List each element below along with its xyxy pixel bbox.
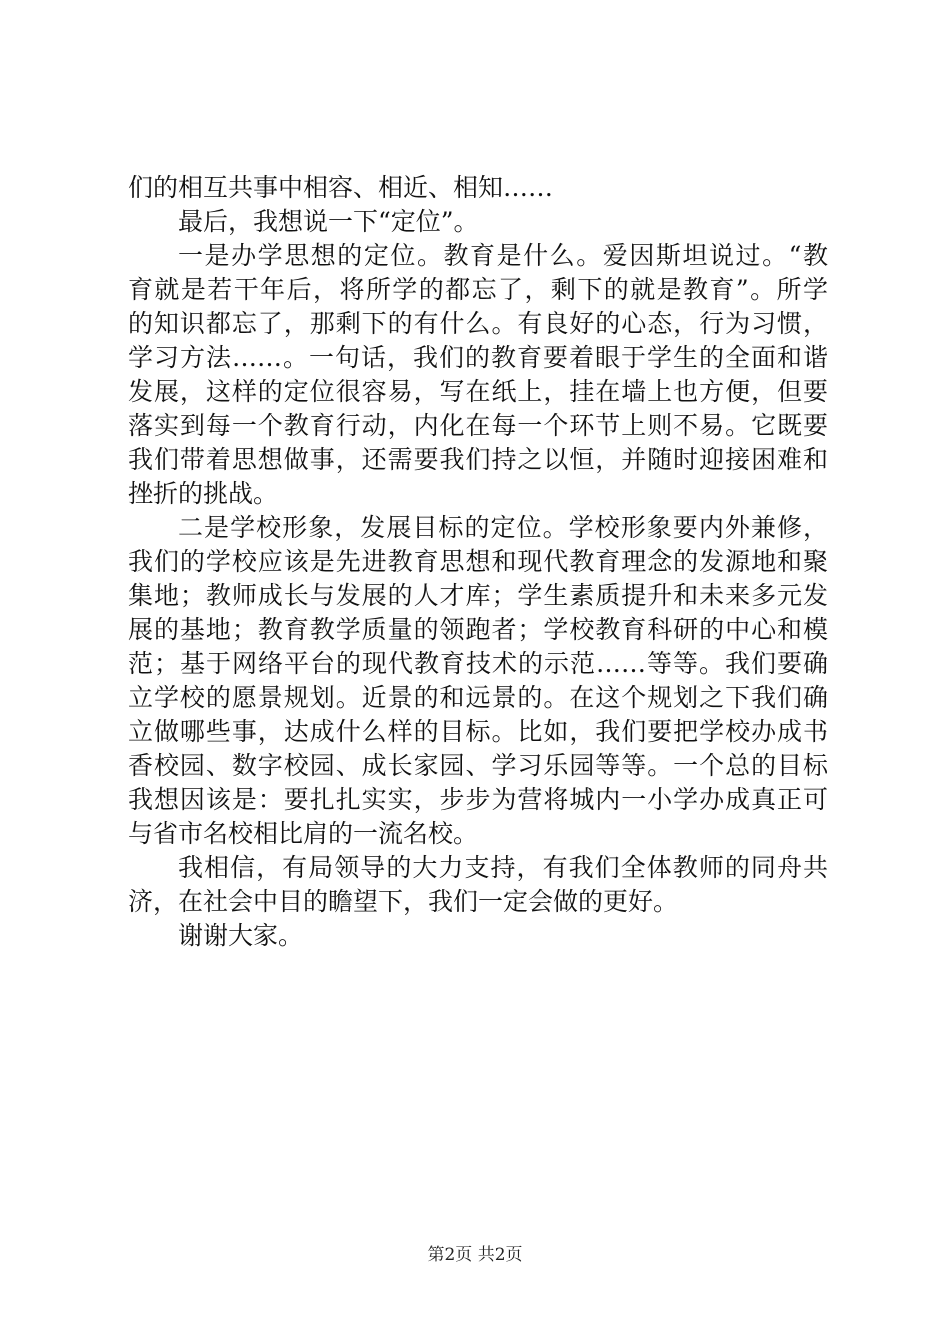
text-line: 挫折的挑战。 — [128, 479, 279, 508]
text-line: 香校园、数字校园、成长家园、学习乐园等等。一个总的目标 — [128, 751, 828, 780]
text-line: 的知识都忘了，那剩下的有什么。有良好的心态，行为习惯， — [128, 309, 828, 338]
paragraph-start-line: 谢谢大家。 — [178, 921, 304, 950]
text-line: 我想因该是：要扎扎实实，步步为营将城内一小学办成真正可 — [128, 785, 828, 814]
text-line: 立做哪些事，达成什么样的目标。比如，我们要把学校办成书 — [128, 717, 828, 746]
page-number-footer: 第2页 共2页 — [427, 1245, 523, 1265]
text-line: 我们带着思想做事，还需要我们持之以恒，并随时迎接困难和 — [128, 445, 828, 474]
paragraph-start-line: 一是办学思想的定位。教育是什么。爱因斯坦说过。“教 — [178, 241, 828, 270]
text-line: 发展，这样的定位很容易，写在纸上，挂在墙上也方便，但要 — [128, 377, 828, 406]
text-line: 立学校的愿景规划。近景的和远景的。在这个规划之下我们确 — [128, 683, 828, 712]
text-line: 我们的学校应该是先进教育思想和现代教育理念的发源地和聚 — [128, 547, 828, 576]
text-line: 育就是若干年后，将所学的都忘了，剩下的就是教育”。所学 — [128, 275, 828, 304]
paragraph-start-line: 最后，我想说一下“定位”。 — [178, 207, 479, 236]
text-line: 与省市名校相比肩的一流名校。 — [128, 819, 479, 848]
text-line: 们的相互共事中相容、相近、相知…… — [128, 173, 554, 202]
text-line: 集地；教师成长与发展的人才库；学生素质提升和未来多元发 — [128, 581, 828, 610]
text-line: 落实到每一个教育行动，内化在每一个环节上则不易。它既要 — [128, 411, 828, 440]
text-line: 范；基于网络平台的现代教育技术的示范……等等。我们要确 — [128, 649, 828, 678]
document-body — [128, 171, 828, 953]
text-line: 济，在社会中目的瞻望下，我们一定会做的更好。 — [128, 887, 679, 916]
text-line: 展的基地；教育教学质量的领跑者；学校教育科研的中心和模 — [128, 615, 828, 644]
text-line: 学习方法……。一句话，我们的教育要着眼于学生的全面和谐 — [128, 343, 828, 372]
paragraph-start-line: 二是学校形象，发展目标的定位。学校形象要内外兼修， — [178, 513, 828, 542]
paragraph-start-line: 我相信，有局领导的大力支持，有我们全体教师的同舟共 — [178, 853, 828, 882]
